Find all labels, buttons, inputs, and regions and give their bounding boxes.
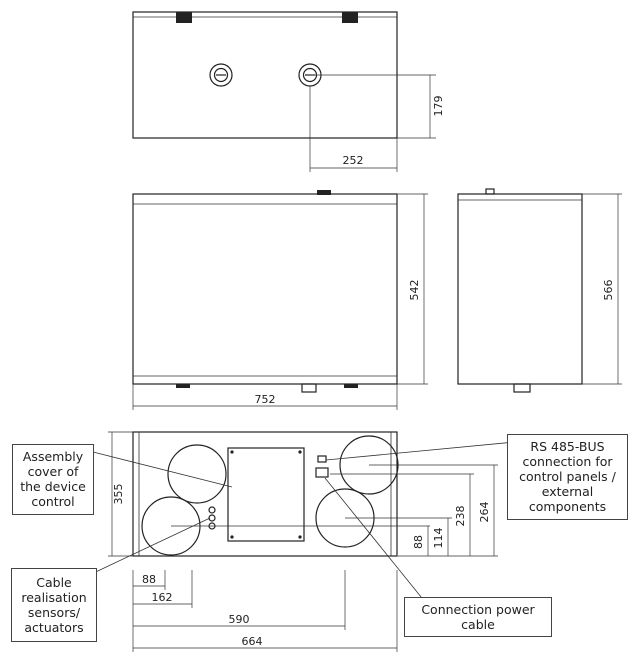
- dim-355: 355: [112, 483, 125, 505]
- dim-752: 752: [254, 393, 276, 406]
- dim-542: 542: [408, 279, 421, 301]
- dim-162: 162: [151, 591, 173, 604]
- callout-assembly-cover: Assembly cover of the device control: [12, 444, 94, 515]
- dim-252: 252: [342, 154, 364, 167]
- top-connector-left: [210, 64, 232, 86]
- duct-top-left: [168, 445, 226, 503]
- dim-179: 179: [432, 95, 445, 117]
- dim-88-left: 88: [142, 573, 156, 586]
- front-view: [133, 190, 428, 410]
- dim-590: 590: [228, 613, 250, 626]
- dim-238: 238: [454, 505, 467, 527]
- rs485-port: [318, 456, 326, 462]
- dim-664: 664: [241, 635, 263, 648]
- power-connector: [316, 468, 328, 477]
- callout-rs485: RS 485-BUS connection for control panels / external components: [507, 434, 628, 520]
- dim-264: 264: [478, 501, 491, 523]
- dim-114: 114: [432, 527, 445, 549]
- callout-connection-power: Connection power cable: [404, 597, 552, 637]
- callout-cable-realisation: Cable realisation sensors/ actuators: [11, 568, 97, 642]
- dim-88-right: 88: [412, 535, 425, 549]
- top-view: [133, 12, 445, 172]
- assembly-cover: [228, 448, 304, 541]
- dim-566: 566: [602, 279, 615, 301]
- side-view: [458, 189, 622, 392]
